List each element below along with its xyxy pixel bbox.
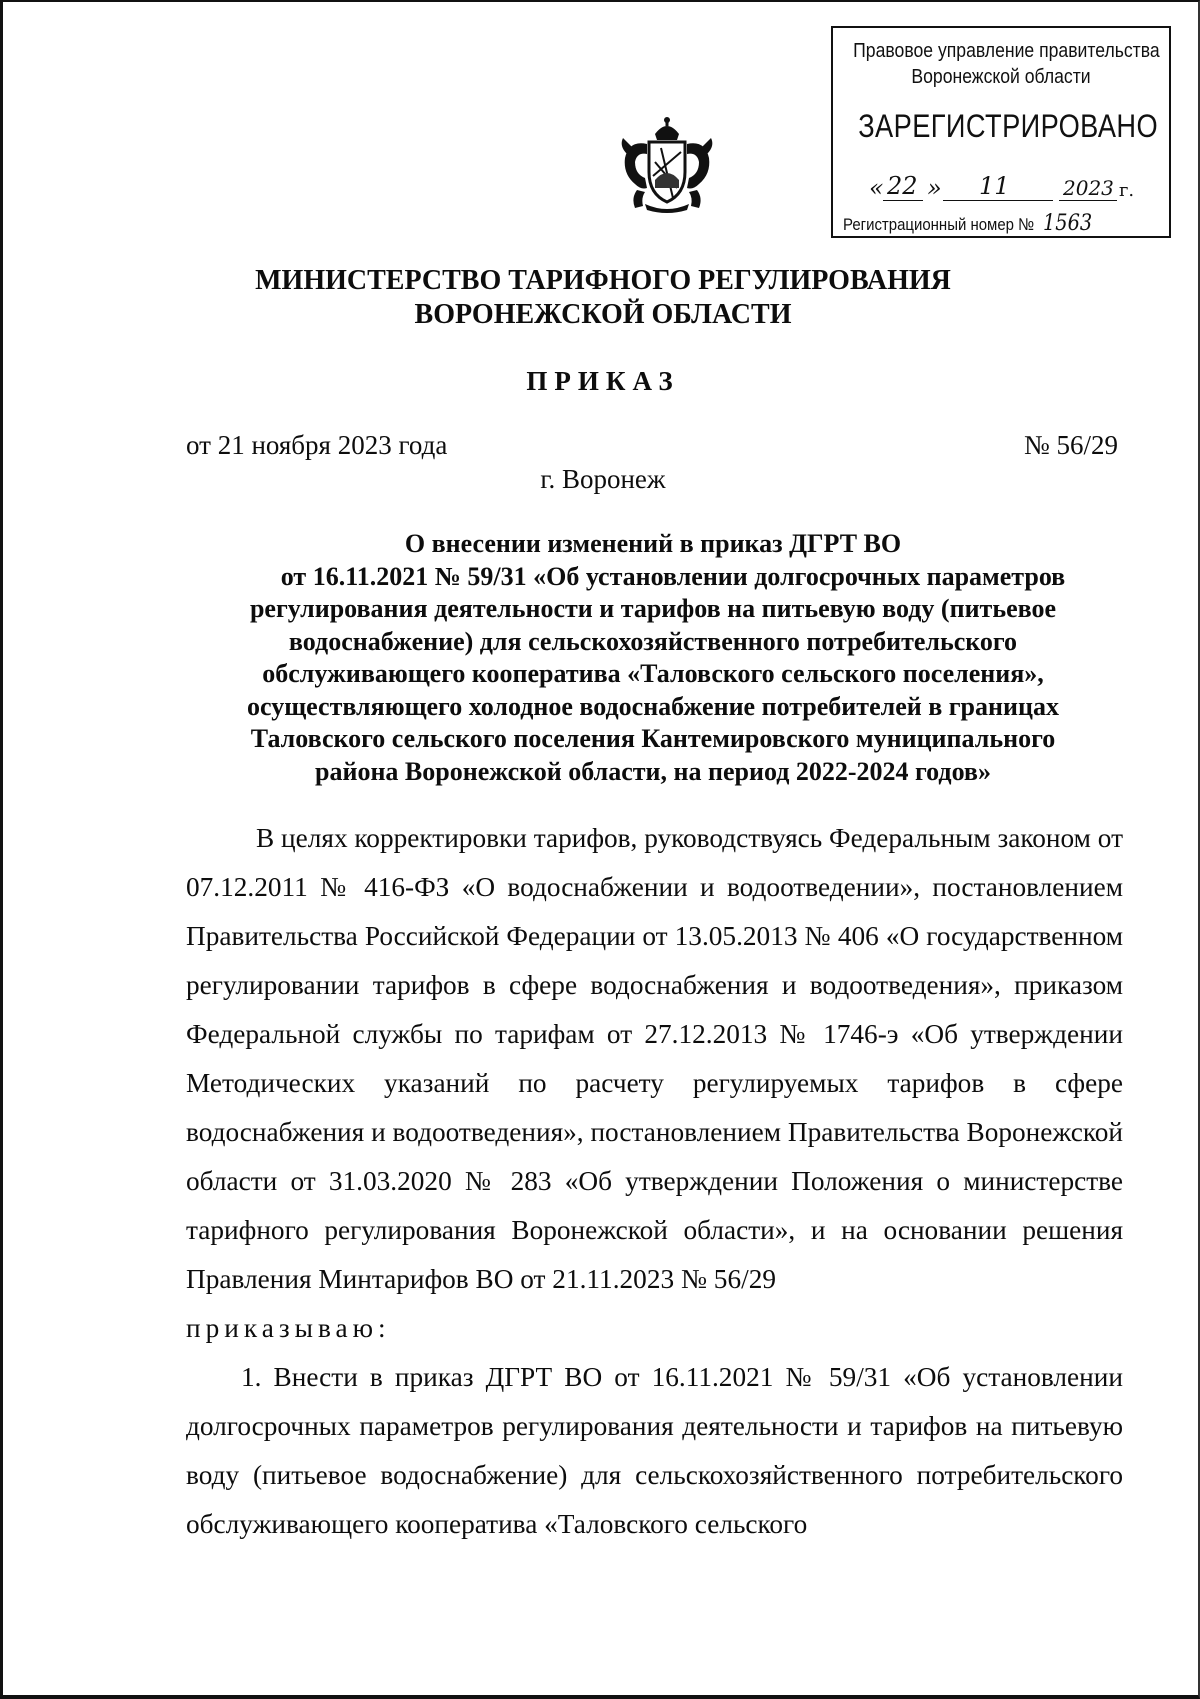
body-paragraph-item-1: 1. Внести в приказ ДГРТ ВО от 16.11.2021 № 59/31 «Об установлении долгосрочных параметров регулирования деятельности и тарифов на питьевую воду (питьевое водоснабжение) для сельскохозяйственного потребительского обслуживающего кооператива «Таловского сельского xyxy=(186,1362,1123,1539)
subject-line: обслуживающего кооператива «Таловского сельского поселения», xyxy=(262,659,1044,688)
order-word: приказываю: xyxy=(186,1313,391,1343)
coat-of-arms-icon xyxy=(615,114,719,214)
stamp-org-line-2: Воронежской области xyxy=(911,66,1091,88)
stamp-date-year-suffix: г. xyxy=(1119,180,1135,201)
subject-line: района Воронежской области, на период 2022-2024 годов» xyxy=(315,756,991,786)
ministry-heading xyxy=(3,264,1200,332)
stamp-date-day: 22 xyxy=(887,172,918,200)
stamp-date-quote-close: » xyxy=(927,174,942,202)
stamp-date xyxy=(869,174,1139,204)
subject-line: О внесении изменений в приказ ДГРТ ВО xyxy=(404,529,902,558)
document-body xyxy=(186,814,1123,1549)
stamp-regno-label: Регистрационный номер № xyxy=(843,215,1035,234)
stamp-date-month: 11 xyxy=(979,172,1010,200)
stamp-regno-value: 1563 xyxy=(1038,211,1112,237)
subject-line: водоснабжение) для сельскохозяйственного потребительского xyxy=(288,626,1018,656)
order-city: г. Воронеж xyxy=(540,464,666,494)
stamp-date-year: 2023 xyxy=(1063,176,1114,200)
stamp-date-quote-open: « xyxy=(869,174,884,202)
order-number: № 56/29 xyxy=(1023,430,1118,460)
body-paragraph-preamble: В целях корректировки тарифов, руководствуясь Федеральным законом от 07.12.2011 № 416-ФЗ «О водоснабжении и водоотведении», постановлением Правительства Российской Федерации от 13.05.2013 № 406 «О государственном регулировании тарифов в сфере водоснабжения и водоотведения», приказом Федеральной службы по тарифам от 27.12.2013 № 1746-э «Об утверждении Методических указаний по расчету регулируемых тарифов в сфере водоснабжения и водоотведения», постановлением Правительства Воронежской области от 31.03.2020 № 283 «Об утверждении Положения о министерстве тарифного регулирования Воронежской области», и на основании решения Правления Минтарифов ВО от 21.11.2023 № 56/29 xyxy=(186,823,1123,1294)
registration-stamp xyxy=(831,26,1171,238)
subject-line: Таловского сельского поселения Кантемировского муниципального xyxy=(250,724,1056,753)
stamp-org-line-1: Правовое управление правительства xyxy=(853,40,1160,62)
subject-line: регулирования деятельности и тарифов на питьевую воду (питьевое xyxy=(249,594,1057,623)
order-subject xyxy=(183,528,1123,788)
stamp-registration-number xyxy=(843,211,1125,237)
stamp-registered-label: ЗАРЕГИСТРИРОВАНО xyxy=(858,108,1159,144)
subject-line: от 16.11.2021 № 59/31 «Об установлении долгосрочных параметров xyxy=(280,561,1066,591)
ministry-line-1: МИНИСТЕРСТВО ТАРИФНОГО РЕГУЛИРОВАНИЯ xyxy=(255,265,951,296)
subject-line: осуществляющего холодное водоснабжение потребителей в границах xyxy=(247,691,1059,721)
order-date: от 21 ноября 2023 года xyxy=(186,430,448,460)
order-title: ПРИКАЗ xyxy=(526,366,680,396)
ministry-line-2: ВОРОНЕЖСКОЙ ОБЛАСТИ xyxy=(414,299,792,330)
